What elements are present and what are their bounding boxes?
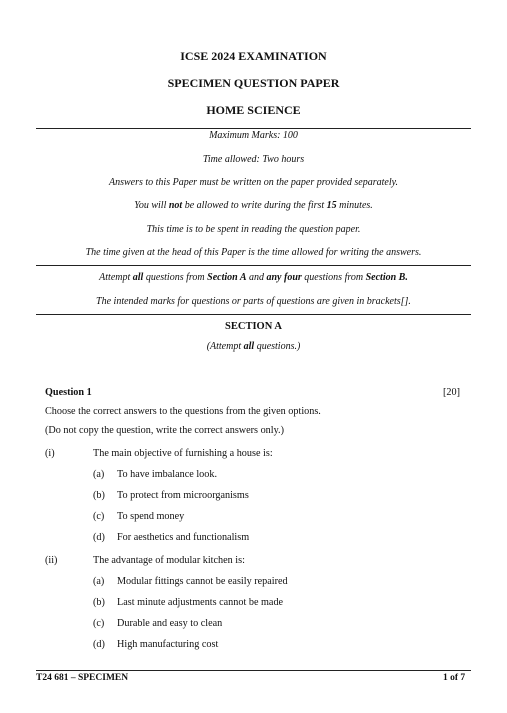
option-label: (a) (93, 469, 105, 480)
attempt-note: Attempt all questions from Section A and any four questions from Section B. (99, 272, 408, 283)
section-subtitle: (Attempt all questions.) (206, 341, 301, 352)
item-number: (ii) (45, 555, 58, 566)
option-text: To protect from microorganisms (117, 490, 249, 501)
option-text: Last minute adjustments cannot be made (117, 597, 284, 608)
item-text: The main objective of furnishing a house is: (93, 448, 273, 459)
marks-note: The intended marks for questions or parts of questions are given in brackets[]. (96, 296, 411, 307)
answers-note: Answers to this Paper must be written on the paper provided separately. (108, 177, 399, 188)
option-label: (c) (93, 511, 105, 522)
subject-title: HOME SCIENCE (206, 103, 301, 117)
option-text: High manufacturing cost (117, 639, 219, 650)
item-number: (i) (45, 448, 55, 459)
option-text: Durable and easy to clean (117, 618, 223, 629)
question-instruction: (Do not copy the question, write the correct answers only.) (45, 425, 284, 436)
time-allowed: Time allowed: Two hours (202, 154, 305, 165)
item-text: The advantage of modular kitchen is: (93, 555, 245, 566)
option-label: (d) (93, 639, 105, 650)
paper-type: SPECIMEN QUESTION PAPER (167, 76, 340, 90)
section-title: SECTION A (225, 321, 282, 332)
question-title: Question 1 (45, 387, 92, 398)
page-number: 1 of 7 (443, 673, 466, 683)
option-text: Modular fittings cannot be easily repaired (117, 576, 288, 587)
option-label: (d) (93, 532, 105, 543)
footer-code: T24 681 – SPECIMEN (36, 673, 129, 683)
exam-title: ICSE 2024 EXAMINATION (180, 49, 327, 63)
option-label: (a) (93, 576, 105, 587)
max-marks: Maximum Marks: 100 (209, 130, 298, 141)
no-write-note: You will not be allowed to write during the first 15 minutes. (134, 200, 373, 211)
option-text: For aesthetics and functionalism (117, 532, 250, 543)
divider (36, 314, 471, 315)
question-instruction: Choose the correct answers to the questions from the given options. (45, 406, 321, 417)
option-text: To spend money (117, 511, 185, 522)
footer-divider (36, 670, 471, 671)
option-text: To have imbalance look. (117, 469, 217, 480)
option-label: (c) (93, 618, 105, 629)
question-marks: [20] (443, 387, 460, 398)
divider (36, 128, 471, 129)
option-label: (b) (93, 597, 105, 608)
divider (36, 265, 471, 266)
time-note: The time given at the head of this Paper is the time allowed for writing the answers. (85, 247, 422, 258)
reading-note: This time is to be spent in reading the question paper. (146, 224, 361, 235)
option-label: (b) (93, 490, 105, 501)
